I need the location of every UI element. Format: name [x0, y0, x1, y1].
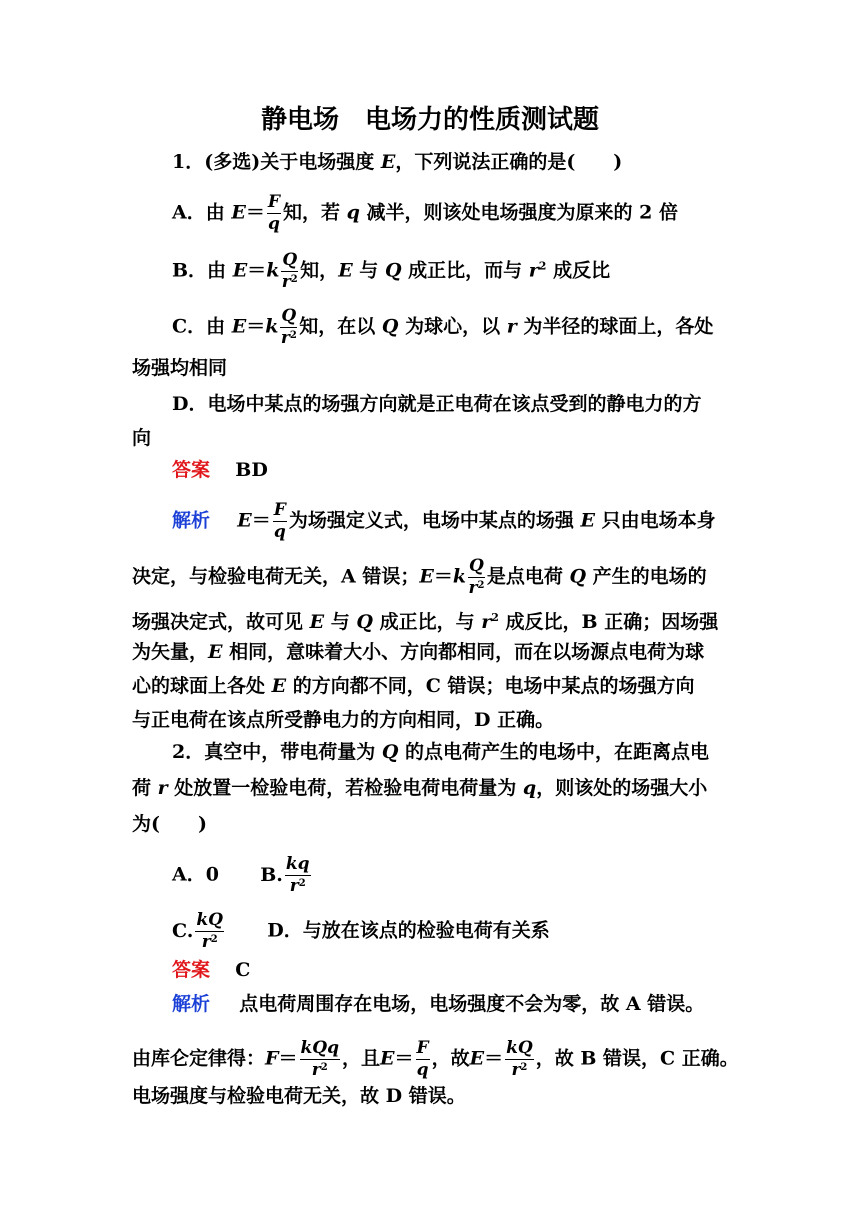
answer-value: C	[235, 959, 251, 981]
fraction-kq-over-r2: $\frac{kQ}{r^2}$	[196, 910, 223, 952]
q2-option-c: C. $\frac{kQ}{r^2}$	[172, 910, 223, 952]
q1-analysis-line-1: 解析 E＝ $\frac{F}{q}$ 为场强定义式，电场中某点的场强 E 只由电场本身	[172, 500, 716, 542]
page-title: 静电场 电场力的性质测试题	[260, 105, 599, 135]
q1-analysis-line-2: 决定，与检验电荷无关，A 错误；E＝k $\frac{Q}{r^2}$ 是点电荷 Q 产生的电场的	[132, 556, 707, 598]
analysis-label: 解析	[172, 993, 211, 1015]
q2-stem-line-1: 2．真空中，带电荷量为 Q 的点电荷产生的电场中，在距离点电	[172, 741, 710, 763]
q2-answer	[172, 958, 250, 982]
q2-analysis-line-3: 电场强度与检验电荷无关，故 D 错误。	[132, 1085, 466, 1107]
answer-label: 答案	[172, 459, 211, 481]
fraction-q-over-r2: $\frac{Q}{r^2}$	[281, 250, 298, 292]
q2-option-b: B. $\frac{kq}{r^2}$	[260, 854, 310, 896]
fraction-kq-over-r2: $\frac{kq}{r^2}$	[285, 854, 310, 896]
q1-stem: 1．(多选)关于电场强度 E，下列说法正确的是( )	[172, 151, 623, 173]
q2-option-a: A．0	[172, 863, 219, 886]
fraction-f-over-q: $\frac{F}{q}$	[273, 500, 286, 542]
q2-analysis-line-2: 由库仑定律得：F＝ $\frac{\text{kQq}}{r^2}$ ，且E＝ $\frac{F}{q}$ ，故E＝ $\frac{kQ}{r^2}$ ，故 B 错误，C 正确。	[132, 1038, 739, 1080]
q2-options-ab	[172, 856, 313, 895]
fraction-f-over-q: $\frac{F}{q}$	[267, 192, 280, 234]
q1-option-a: A．由 E＝ $\frac{F}{q}$ 知，若 q 减半，则该处电场强度为原来的 2 倍	[172, 192, 678, 234]
fraction-q-over-r2: $\frac{Q}{r^2}$	[280, 306, 297, 348]
q1-analysis-line-4: 为矢量，E 相同，意味着大小、方向都相同，而在以场源点电荷为球	[132, 641, 705, 663]
answer-value: BD	[235, 459, 268, 481]
fraction-q-over-r2: $\frac{Q}{r^2}$	[468, 556, 485, 598]
q1-option-c-cont: 场强均相同	[132, 357, 228, 379]
q1-analysis-line-6: 与正电荷在该点所受静电力的方向相同，D 正确。	[132, 709, 555, 731]
q2-option-d: D．与放在该点的检验电荷有关系	[267, 919, 550, 942]
fraction-kq-over-r2: $\frac{kQ}{r^2}$	[506, 1038, 533, 1080]
q1-answer	[172, 458, 268, 482]
q1-analysis-line-5: 心的球面上各处 E 的方向都不同，C 错误；电场中某点的场强方向	[132, 675, 695, 697]
analysis-label: 解析	[172, 509, 211, 532]
answer-label: 答案	[172, 959, 211, 981]
q2-stem-line-3: 为( )	[132, 813, 207, 835]
q1-analysis-line-3: 场强决定式，故可见 E 与 Q 成正比，与 $r^2$ 成反比，B 正确；因场强	[132, 611, 719, 633]
q1-option-c: C．由 E＝k $\frac{Q}{r^2}$ 知，在以 Q 为球心，以 r 为半径的球面上，各处	[172, 306, 714, 348]
q1-option-d-cont: 向	[132, 427, 152, 449]
q2-options-cd	[172, 912, 550, 951]
q1-option-b: B．由 E＝k $\frac{Q}{r^2}$ 知，E 与 Q 成正比，而与 $r^2$ 成反比	[172, 250, 611, 292]
q1-option-d: D．电场中某点的场强方向就是正电荷在该点受到的静电力的方	[172, 393, 702, 415]
q2-stem-line-2: 荷 r 处放置一检验电荷，若检验电荷电荷量为 q，则该处的场强大小	[132, 777, 708, 799]
q2-analysis-line-1: 解析 点电荷周围存在电场，电场强度不会为零，故 A 错误。	[172, 993, 705, 1015]
fraction-kqq-over-r2: $\frac{\text{kQq}}{r^2}$	[300, 1038, 340, 1080]
fraction-f-over-q: $\frac{F}{q}$	[416, 1038, 429, 1080]
